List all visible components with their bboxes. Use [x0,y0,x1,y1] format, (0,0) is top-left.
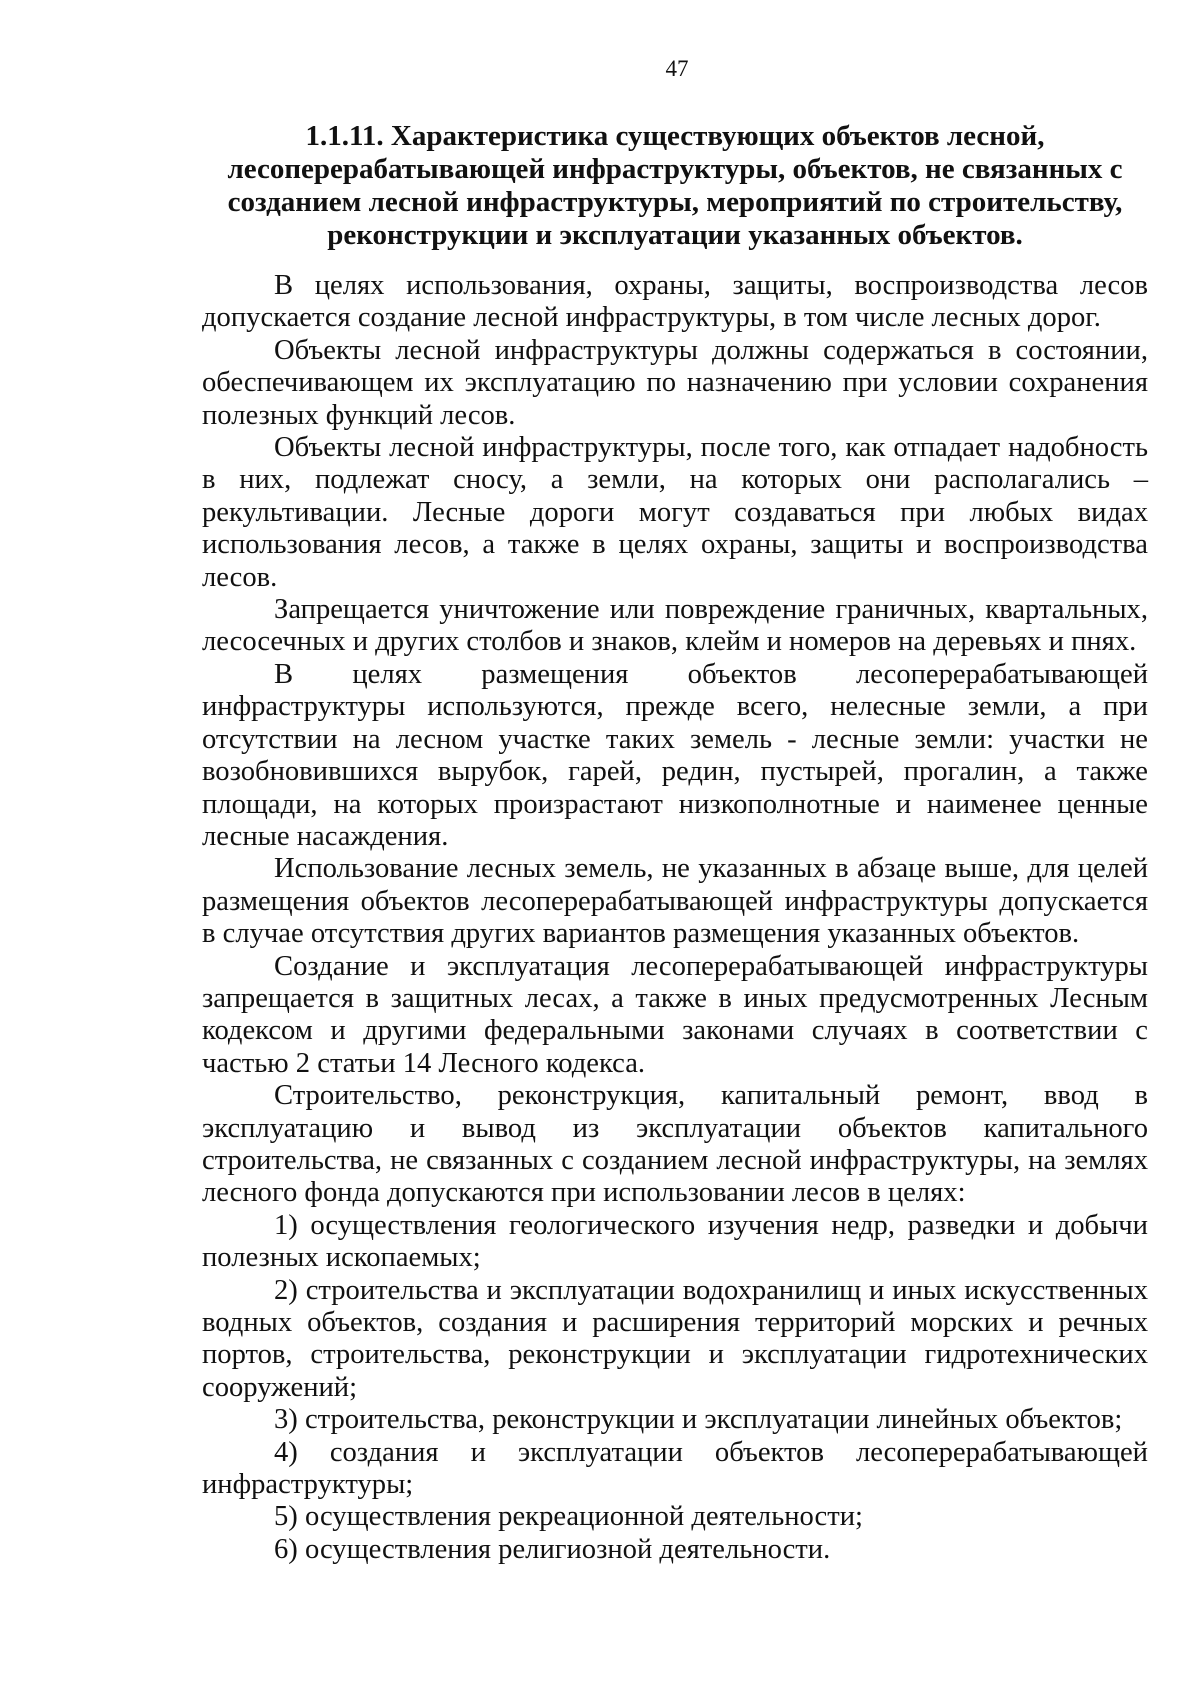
section-heading: 1.1.11. Характеристика существующих объектов лесной, лесоперерабатывающей инфраструктуры, объектов, не связанных с созданием лесной инфраструктуры, мероприятий по строительству, реконструкции и эксплуатации указанных объектов. [227,120,1123,251]
paragraph-processing-placement: В целях размещения объектов лесоперерабатывающей инфраструктуры используются, прежде всего, нелесные земли, а при отсутствии на лесном участке таких земель - лесные земли: участки не возобновившихся вырубок, гарей, редин, пустырей, прогалин, а также площади, на которых произрастают низкополнотные и наименее ценные лесные насаждения. [202,658,1148,852]
paragraph-infrastructure-maintenance: Объекты лесной инфраструктуры должны содержаться в состоянии, обеспечивающем их эксплуатацию по назначению при условии сохранения полезных функций лесов. [202,334,1148,431]
list-item-linear-objects: 3) строительства, реконструкции и эксплуатации линейных объектов; [274,1404,1123,1436]
paragraph-protective-forests: Создание и эксплуатация лесоперерабатывающей инфраструктуры запрещается в защитных лесах, а также в иных предусмотренных Лесным кодексом и другими федеральными законами случаях в соответствии с частью 2 статьи 14 Лесного кодекса. [202,950,1148,1079]
page-number: 47 [665,56,689,81]
paragraph-capital-construction: Строительство, реконструкция, капитальный ремонт, ввод в эксплуатацию и вывод из эксплуатации объектов капитального строительства, не связанных с созданием лесной инфраструктуры, на землях лесного фонда допускаются при использовании лесов в целях: [202,1080,1148,1209]
list-item-recreation: 5) осуществления рекреационной деятельности; [274,1501,863,1533]
list-item-religious: 6) осуществления религиозной деятельности. [274,1533,831,1565]
list-item-geological: 1) осуществления геологического изучения недр, разведки и добычи полезных ископаемых; [202,1209,1148,1274]
document-body [202,270,1148,1566]
paragraph-boundary-markers: Запрещается уничтожение или повреждение граничных, квартальных, лесосечных и других столбов и знаков, клейм и номеров на деревьях и пнях. [202,594,1148,658]
paragraph-forest-infrastructure-creation: В целях использования, охраны, защиты, воспроизводства лесов допускается создание лесной инфраструктуры, в том числе лесных дорог. [202,270,1148,334]
paragraph-infrastructure-demolition: Объекты лесной инфраструктуры, после того, как отпадает надобность в них, подлежат сносу, а земли, на которых они располагались – рекультивации. Лесные дороги могут создаваться при любых видах использования лесов, а также в целях охраны, защиты и воспроизводства лесов. [202,432,1148,593]
paragraph-forest-lands-use: Использование лесных земель, не указанных в абзаце выше, для целей размещения объектов лесоперерабатывающей инфраструктуры допускается в случае отсутствия других вариантов размещения указанных объектов. [202,853,1148,950]
list-item-reservoirs: 2) строительства и эксплуатации водохранилищ и иных искусственных водных объектов, создания и расширения территорий морских и речных портов, строительства, реконструкции и эксплуатации гидротехнических сооружений; [202,1274,1148,1403]
list-item-processing-infrastructure: 4) создания и эксплуатации объектов лесоперерабатывающей инфраструктуры; [202,1436,1148,1501]
